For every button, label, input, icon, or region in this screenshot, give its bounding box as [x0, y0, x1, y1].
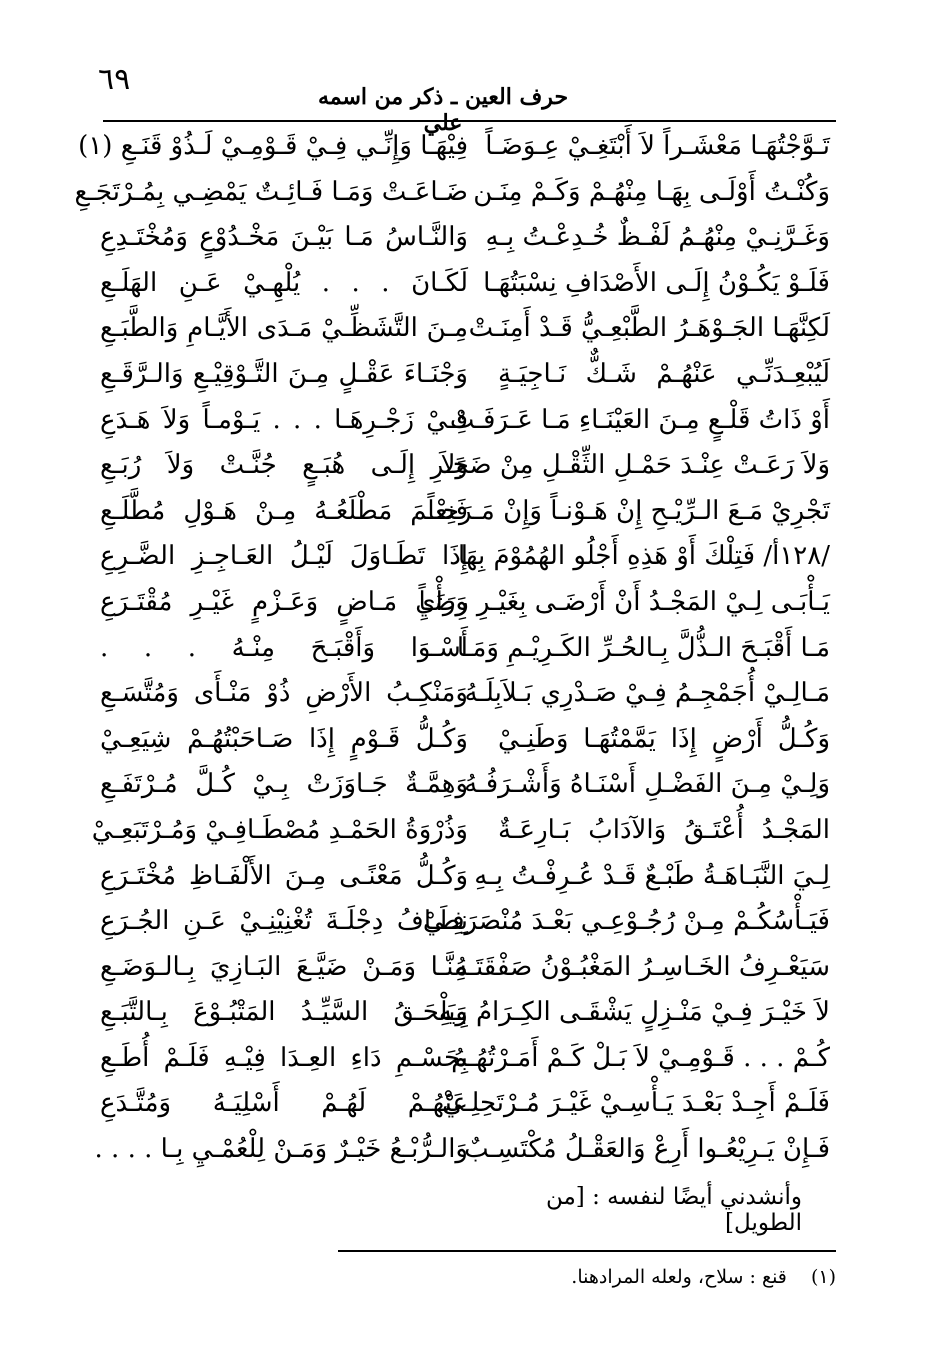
verse-left-8: وَلاَ إِلَـى هُبَـعٍ جُنَّـتْ وَلاَ رُبَـعِ	[100, 450, 468, 481]
verse-left-2: ضَـاعَـتْ وَمَـا فَـائِـتٌ يَمْضِـي بِمُـرْتَجَـعِ	[74, 176, 468, 207]
poem-column-left	[74, 124, 468, 1173]
poem-intro: وأنشدني أيضًا لنفسه : [من الطويل]	[545, 1184, 802, 1236]
verse-right-6: لَيُبْعِـدَنِّـي عَنْهُـمْ شَـكٌّ نَـاجِيَـةٍ	[498, 358, 830, 389]
verse-right-7: أَوْ ذَاتُ قَلْـعٍ مِـنَ العَيْنَـاءِ مَـا عَـرَفَـتْ	[449, 404, 830, 435]
verse-right-4: فَلَـوْ يَكُـوْنُ إِلَـى الأَصْدَافِ نِسْبَتُهَـا	[483, 267, 830, 298]
verse-left-18: نِطَـافُ دِجْلَـةَ تُغْنِيْنِـيْ عَـنِ الجُـرَعِ	[100, 906, 468, 937]
verse-left-14: وَكُـلُّ قَـوْمٍ إِذَا صَـاحَبْتُهُـمْ شِيَعِـيْ	[100, 723, 468, 754]
verse-right-10: /١٢٨أ/ فَتِلْكَ أَوْ هَذِهِ أَجْلُو الهُمُوْمَ بِهَا	[458, 541, 830, 572]
verse-left-17: وَكُـلُّ مَعْنًـى مِـنَ الأَلْفَـاظِ مُخْتَـرَعِ	[100, 860, 468, 891]
verse-left-20: وَيَلْحَـقُ السَّيِّـدُ المَتْبُـوْعَ بِـالتَّبَـعِ	[100, 997, 468, 1028]
verse-right-12: مَـا أَقْبَـحَ الـذُّلَّ بِـالحُـرِّ الكَـرِيْـمِ وَمَـا	[456, 632, 830, 663]
verse-left-6: وَجْنَـاءَ عَقْـلٍ مِـنَ التَّـوْقِيْـعِ وَالـرَّقَـعِ	[100, 358, 468, 389]
verse-right-17: لِـيَ النَّبَـاهَـةُ طَبْـعٌ قَـدْ عُـرِفْـتُ بِـهِ	[474, 860, 830, 891]
verse-right-22: فَلَـمْ أَجِـدْ بَعْـدَ يَـأْسِـيْ غَيْـرَ مُـرْتَحِلِـيْ	[442, 1088, 830, 1119]
verse-right-9: تَجْرِيْ مَـعَ الـرِّيْـحِ إِنْ هَـوْنـاً وَإِنْ مَـرَحـاً	[427, 495, 830, 526]
verse-left-16: وَذُرْوَةُ الحَمْـدِ مُصْطَـافِـيْ وَمُـرْتَبَعِـيْ	[91, 814, 468, 845]
verse-right-16: المَجْـدُ أُعْتَـقُ وَالآدَابُ بَـارِعَـةٌ	[498, 814, 830, 845]
verse-right-3: وَغَـرَّنِـيْ مِنْهُـمُ لَفْـظٌ خُـدِعْـتُ بِـهِ	[485, 222, 830, 253]
verse-right-19: سَيَعْـرِفُ الخَـاسِـرُ المَغْبُـوْنُ صَفْقَتَـهُ	[454, 951, 830, 982]
verse-left-23: وَالـرُّبْـعُ خَيْـرٌ وَمَـنْ لِلْعُمْـيِ بِـا . . . .	[94, 1134, 468, 1165]
verse-right-13: مَـالِـيْ أُجَمْجِـمُ فِـيْ صَـدْرِي بَـلاَبِلَـهُ	[464, 678, 830, 709]
verse-left-15: وَهِمَّـةٌ جَـاوَزَتْ بِـيْ كُـلَّ مُـرْتَفَـعِ	[100, 769, 468, 800]
verse-left-22: عَنْهُـمْ لَهُـمْ أَسْلِيَـهُ وَمُتَّـدَعِ	[100, 1088, 468, 1119]
verse-left-3: وَالنَّـاسُ مَـا بَيْـنَ مَخْـدُوْعٍ وَمُخْتَـدِعِ	[100, 222, 468, 253]
footnote-text: قنع : سلاح، ولعله المرادهنا.	[571, 1266, 787, 1288]
verse-left-1: فِيْهَـا وَإِنِّـي فِـيْ قَـوْمِـيْ لَـذُوْ قَنَـعِ (١)	[78, 131, 468, 161]
verse-left-7: فِـيْ زَجْـرِهَـا . . . يَـوْمـاً وَلاَ هَـدَعِ	[100, 404, 468, 435]
verse-left-21: بِحَسْـمِ دَاءِ العِـدَا فِيْـهِ فَلَـمْ أُطَـعِ	[100, 1042, 468, 1073]
verse-left-9: فَنِعْـمَ مَطْلَعُـهُ مِـنْ هَـوْلِ مُطَّلَـعِ	[100, 495, 468, 526]
verse-right-15: وَلِـيْ مِـنَ الفَضْـلِ أَسْنَـاهُ وَأَشْـرَفُـهُ	[464, 769, 830, 800]
verse-right-18: فَيَـأْسُكُـمْ مِـنْ رُجُـوْعِـي بَعْـدَ مُنْصَرَفِـيْ	[422, 906, 830, 937]
verse-left-19: مِنَّـا وَمَـنْ ضَيَّـعَ البَـازِيَ بِـالـوَضَـعِ	[100, 951, 468, 982]
verse-right-14: وَكُـلُّ أَرْضٍ إِذَا يَمَّمْتُهَـا وَطَنِـيْ	[498, 723, 830, 754]
verse-left-5: مِـنَ التَّشَظِّـيْ مَـدَى الأَيَّـامِ وَالطَّبَـعِ	[100, 313, 468, 344]
verse-right-5: لَكِنَّهَـا الجَـوْهَـرُ الطَّبْعِـيُّ قَـدْ أَمِنَـتْ	[468, 313, 830, 344]
verse-left-10: إِذَا تَطَـاوَلَ لَيْـلُ العَـاجِـزِ الضَّـرِعِ	[100, 541, 468, 572]
poem-column-right	[418, 124, 830, 1173]
footnote	[560, 1266, 836, 1288]
verse-left-13: وَمَنْكِـبُ الأَرْضِ ذُوْ مَنْـأَى وَمُتَّسَـعِ	[100, 678, 468, 709]
verse-right-20: لاَ خَيْـرَ فِـيْ مَنْـزِلٍ يَشْقَـى الكِـرَامُ بِـهِ	[438, 997, 830, 1028]
page-number: ٦٩	[98, 62, 131, 97]
verse-left-4: لَكَـانَ . . . يُلْهِـيْ عَـنِ الهَلَـعِ	[100, 267, 468, 298]
verse-right-2: وَكُنْـتُ أَوْلَـى بِهَـا مِنْهُـمْ وَكَـمْ مِنَـن	[473, 176, 830, 207]
verse-right-23: فَـإِنْ يَـرِيْعُـوا أَرِعْ وَالعَقْـلُ مُكْتَسِـبٌ	[464, 1134, 830, 1165]
verse-right-21: كُـمْ . . . قَـوْمِـيْ لاَ بَـلْ كَـمْ أَمَـرْتُهُـمُ	[451, 1042, 830, 1073]
verse-left-11: وَرَأْيِ مَـاضٍ وَعَـزْمٍ غَيْـرِ مُقْتَـرَعِ	[100, 586, 468, 617]
verse-right-1: تَـوَّجْتُهَـا مَعْشَـراً لاَ أَبْتَغِـيْ عِـوَضَـاً	[485, 131, 830, 161]
verse-right-11: يَـأْبَـى لِـيْ المَجْـدُ أَنْ أَرْضَـى بِغَيْـرِ رِضَـاً	[418, 586, 830, 617]
verse-left-12: أَسْـوَا وَأَقْبَـحَ مِنْـهُ . . .	[100, 632, 468, 663]
footnote-rule	[338, 1250, 836, 1252]
verse-right-8: وَلاَ رَعَـتْ عِنْـدَ حَمْـلِ الثِّقْـلِ مِنْ ضَجَـرِ	[430, 450, 830, 481]
header-rule	[103, 120, 836, 122]
footnote-marker: (١)	[810, 1266, 836, 1288]
running-header: حرف العين ـ ذكر من اسمه علي	[317, 84, 569, 136]
